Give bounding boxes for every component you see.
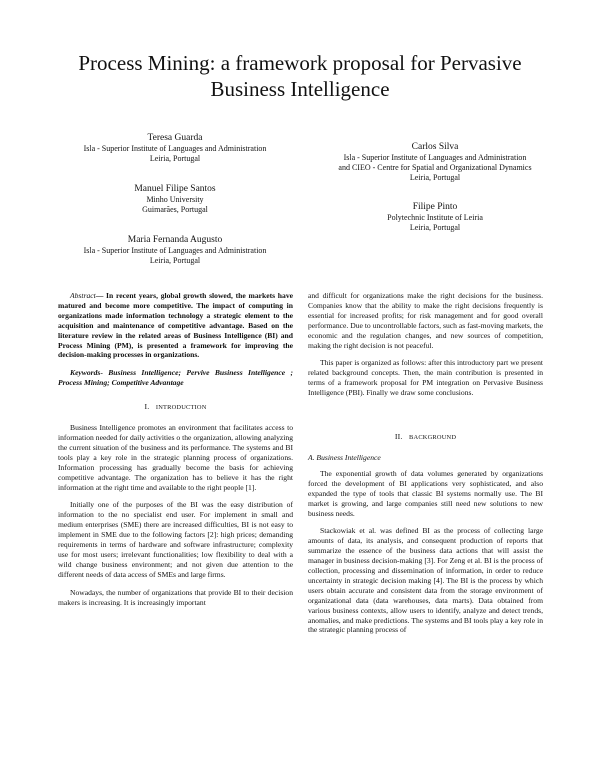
author-affiliation: Minho University: [146, 195, 204, 204]
author-location: Leiria, Portugal: [409, 223, 461, 232]
paragraph: This paper is organized as follows: after this introductory part we present related background concepts. Then, the main contribution is presented in terms of a framework proposal for PM integration on Pervasive Business Intelligence (PBI). Finally we draw some conclusions.: [308, 358, 543, 398]
author-block-5: [300, 201, 570, 233]
author-affiliation: Isla - Superior Institute of Languages and Administration: [83, 144, 267, 153]
keywords: Keywords- Business Intelligence; Pervive Business Intelligence ; Process Mining; Competitive Advantage: [58, 368, 293, 388]
author-block-4: [300, 141, 570, 183]
author-name: Carlos Silva: [411, 142, 459, 152]
paragraph: and difficult for organizations make the right decisions for the business. Companies know that the ability to make the right decisions frequently is essential for increased profits; for risk management and for good overall performance. Due to uncontrollable factors, such as fast-moving markets, the economic and the regulation changes, and new sources of competition, making the right decision is not peaceful.: [308, 291, 543, 350]
author-block-3: [40, 234, 310, 266]
author-block-1: [40, 132, 310, 164]
author-block-2: [40, 183, 310, 215]
author-affiliation: Isla - Superior Institute of Languages and Administration: [343, 153, 527, 162]
author-location: Leiria, Portugal: [409, 173, 461, 182]
section-heading-background: II. BACKGROUND: [394, 432, 457, 442]
left-column: [58, 291, 293, 615]
author-name: Manuel Filipe Santos: [134, 184, 216, 194]
abstract: [58, 291, 293, 360]
paragraph: The exponential growth of data volumes generated by organizations forced the development of BI applications very sophisticated, and also expanded the type of tools that classic BI systems normally use. The BI market is growing, and large companies still need new solutions to new business needs.: [308, 468, 543, 518]
abstract-text: — In recent years, global growth slowed, the markets have matured and become more competitive. The impact of computing in organizations made information technology a strategic element to the acquisition and maintenance of competitive advantage. Based on the literature review in the related areas of Business Intelligence (BI) and Process Mining (PM), is presented a framework for improving the decision-making processes in organizations.: [58, 291, 293, 360]
author-name: Maria Fernanda Augusto: [127, 235, 223, 245]
right-column: [308, 291, 543, 643]
paragraph: Business Intelligence promotes an environment that facilitates access to information needed for daily activities o the organization, allowing analyzing the current situation of the business and its performance. The systems and BI tools play a key role in the strategic planning process of organizations. Information processing has gradually become the basis for achieving competitive advantage. The organization has to believe it has the right information at the right time and available to the right people [1].: [58, 423, 293, 492]
author-affiliation: and CIEO - Centre for Spatial and Organizational Dynamics: [338, 163, 532, 172]
subsection-heading: A. Business Intelligence: [308, 452, 381, 462]
abstract-label: Abstract: [70, 291, 96, 300]
section-heading-introduction: I. INTRODUCTION: [144, 402, 207, 412]
author-name: Filipe Pinto: [412, 202, 458, 212]
author-location: Leiria, Portugal: [149, 154, 201, 163]
author-location: Guimarães, Portugal: [142, 205, 208, 214]
paragraph: Initially one of the purposes of the BI was the easy distribution of information to the no specialist end user. For implement in small and medium enterprises (SME) there are increased difficulties, BI is not easy to implement in SME due to the following factors [2]: high prices; demanding requirements in terms of hardware and software infrastructure; complexity use for most users; irrelevant functionalities; low flexibility to deal with a wild change business environment; and not given due attention to the different needs of data access of SMEs and large firms.: [58, 500, 293, 579]
paragraph: Stackowiak et al. was defined BI as the process of collecting large amounts of data, its analysis, and consequent production of reports that summarize the essence of the business data actions that will assist the manager in business decision-making [3]. For Zeng et al. BI is the process of collection, processing and dissemination of information, in order to reduce uncertainty in strategic decision making [4]. The BI is the process by which users obtain accurate and consistent data from the storage environment of organizational data (data warehouses, data marts). Data obtained from various business contexts, allow users to identify, analyze and detect trends, anomalies, and make predictions. The systems and BI tools play a key role in the strategic planning process of: [308, 526, 543, 635]
paragraph: Nowadays, the number of organizations that provide BI to their decision makers is increasing. It is increasingly important: [58, 587, 293, 607]
author-name: Teresa Guarda: [147, 133, 203, 143]
paper-title: Process Mining: a framework proposal for Pervasive Business Intelligence: [78, 51, 522, 101]
author-location: Leiria, Portugal: [149, 256, 201, 265]
author-affiliation: Isla - Superior Institute of Languages and Administration: [83, 246, 267, 255]
author-affiliation: Polytechnic Institute of Leiria: [387, 213, 483, 222]
